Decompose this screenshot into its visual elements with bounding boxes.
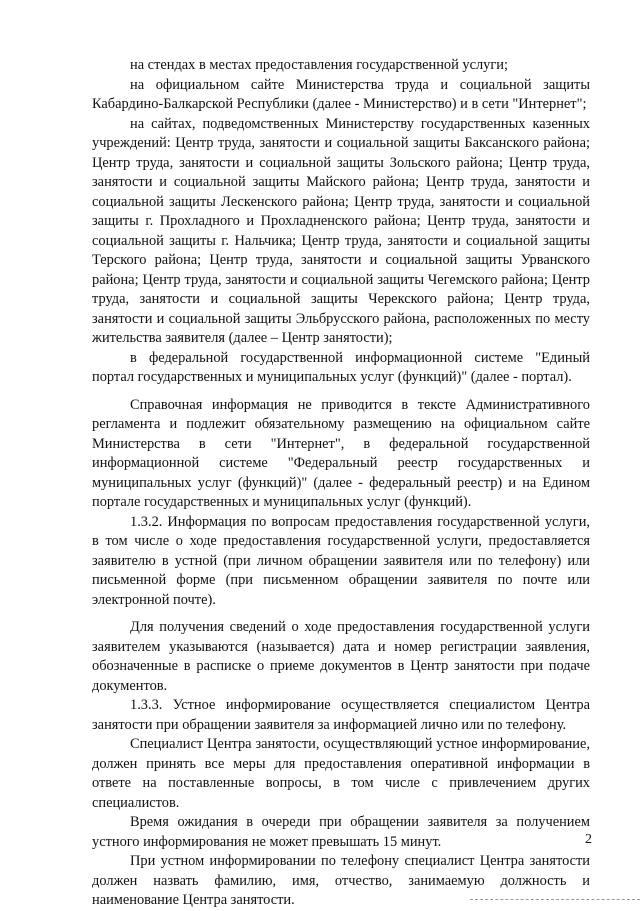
paragraph-phone-info: При устном информировании по телефону специалист Центра занятости должен назвать фамилию, имя, отчество, занимаемую должность и наименование Центра занятости. — [92, 853, 590, 908]
paragraph-progress-info: Для получения сведений о ходе предоставления государственной услуги заявителем указываются (называется) дата и номер регистрации заявления, обозначенные в расписке о приеме документов в Центр занятости при подаче документов. — [92, 619, 590, 694]
paragraph-specialist: Специалист Центра занятости, осуществляющий устное информирование, должен принять все меры для предоставления оперативной информации в ответе на поставленные вопросы, в том числе с привлечением других специалистов. — [92, 736, 590, 811]
paragraph-1-3-2: 1.3.2. Информация по вопросам предоставления государственной услуги, в том числе о ходе предоставления государственной услуги, предоставляется заявителю в устной (при личном обращении заявителя или по телефону) или письменной форме (при письменном обращении заявителя по почте или электронной почте). — [92, 513, 590, 608]
paragraph-reference-info: Справочная информация не приводится в тексте Административного регламента и подлежит обязательному размещению на официальном сайте Министерства в сети "Интернет", в федеральной государственной информационной системе "Федеральный реестр государственных и муниципальных услуг (функций)" (далее - федеральный реестр) и на Едином портале государственных и муниципальных услуг (функций). — [92, 396, 590, 510]
paragraph-waiting-time: Время ожидания в очереди при обращении заявителя за получением устного информирования не может превышать 15 минут. — [92, 814, 590, 850]
paragraph-federal-portal: в федеральной государственной информационной системе "Единый портал государственных и муниципальных услуг (функций)" (далее - портал). — [92, 349, 590, 385]
page-number: 2 — [585, 832, 592, 847]
paragraph-official-site: на официальном сайте Министерства труда и социальной защиты Кабардино-Балкарской Республики (далее - Министерство) и в сети "Интернет"; — [92, 76, 590, 112]
paragraph-1-3-3: 1.3.3. Устное информирование осуществляется специалистом Центра занятости при обращении заявителя за информацией лично или по телефону. — [92, 697, 590, 733]
paragraph-subordinate-sites: на сайтах, подведомственных Министерству государственных казенных учреждений: Центр труда, занятости и социальной защиты Баксанского района; Центр труда, занятости и социальной защиты Зольского района; Центр труда, занятости и социальной защиты Майского района; Центр труда, занятости и социальной защиты Лескенского района; Центр труда, занятости и социальной защиты г. Прохладного и Прохладненского района; Центр труда, занятости и социальной защиты г. Нальчика; Центр труда, занятости и социальной защиты Терского района; Центр труда, занятости и социальной защиты Урванского района; Центр труда, занятости и социальной защиты Чегемского района; Центр труда, занятости и социальной защиты Черекского района; Центр труда, занятости и социальной защиты Эльбрусского района, расположенных по месту жительства заявителя (далее – Центр занятости); — [92, 115, 590, 346]
paragraph-stands: на стендах в местах предоставления государственной услуги; — [130, 57, 508, 73]
document-page — [92, 56, 590, 911]
scan-artifact-line — [470, 899, 640, 901]
